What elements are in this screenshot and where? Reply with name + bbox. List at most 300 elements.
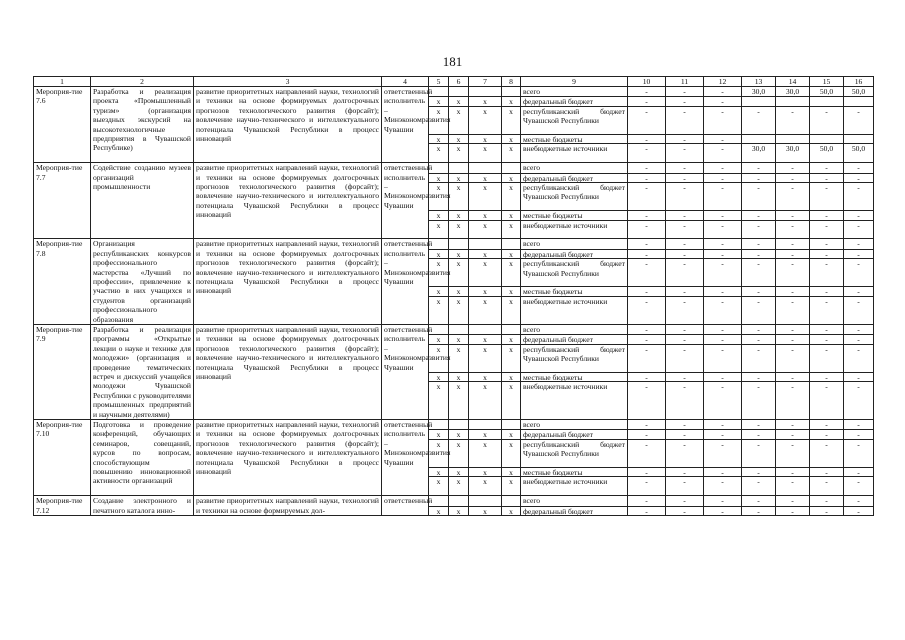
- year-value-column: [776, 239, 810, 325]
- budget-code-cell: [469, 239, 501, 248]
- year-value-column: [666, 239, 704, 325]
- budget-code-cell: [469, 163, 501, 172]
- column-number-row: [34, 77, 874, 87]
- year-value-cell: -: [825, 420, 828, 430]
- year-value-cell: -: [844, 173, 873, 182]
- budget-code-cell: x: [449, 439, 468, 467]
- funding-source-cell: республиканский бюджет Чувашской Республики: [521, 182, 627, 210]
- column-number: 7: [469, 77, 502, 87]
- funding-source-column: [521, 239, 628, 325]
- funding-source-cell: местные бюджеты: [521, 286, 627, 295]
- measure-name: [91, 420, 194, 496]
- year-value-cell: -: [791, 420, 794, 430]
- funding-source-cell: республиканский бюджет Чувашской Республики: [521, 439, 627, 467]
- budget-code-cell: [469, 496, 501, 505]
- year-value-cell: -: [810, 476, 843, 495]
- budget-code-cell: x: [502, 344, 520, 372]
- budget-code-cell: x: [429, 467, 448, 476]
- year-value-cell: -: [825, 324, 828, 334]
- measure-row: [34, 420, 874, 496]
- year-value-cell: -: [810, 439, 843, 467]
- year-value-column: [776, 420, 810, 496]
- year-value-column: [776, 163, 810, 239]
- year-value-cell: -: [844, 220, 873, 239]
- budget-code-cell: x: [429, 173, 448, 182]
- year-value-cell: -: [742, 506, 775, 515]
- column-number: 10: [628, 77, 666, 87]
- budget-code-cell: [449, 325, 468, 334]
- budget-code-cell: x: [469, 286, 501, 295]
- year-value-column: [776, 496, 810, 516]
- year-value-cell: -: [810, 506, 843, 515]
- budget-code-cell: [502, 325, 520, 334]
- measure-goal-text: развитие приоритетных направлений науки, технологий и техники на основе формируемых долгосрочных прогнозов технологического развития (форсайт); вовлечение научно-технического и интеллектуального потенциала Чувашской Республики в процесс инноваций: [196, 324, 379, 381]
- year-value-cell: -: [683, 420, 686, 430]
- budget-code-column: [429, 163, 449, 239]
- budget-code-cell: x: [502, 296, 520, 315]
- year-value-column: [810, 324, 844, 419]
- year-value-cell: [742, 134, 775, 143]
- funding-source-cell: федеральный бюджет: [521, 429, 627, 438]
- year-value-cell: -: [704, 249, 741, 258]
- year-value-column: [704, 163, 742, 239]
- year-value-column: [704, 420, 742, 496]
- year-value-cell: -: [776, 467, 809, 476]
- year-value-cell: -: [628, 106, 665, 134]
- year-value-cell: -: [628, 173, 665, 182]
- year-value-column: [704, 324, 742, 419]
- year-value-cell: -: [844, 467, 873, 476]
- year-value-cell: -: [776, 258, 809, 286]
- year-value-cell: -: [666, 210, 703, 219]
- year-value-column: [844, 239, 874, 325]
- funding-source-cell: республиканский бюджет Чувашской Республики: [521, 106, 627, 134]
- year-value-column: [810, 420, 844, 496]
- budget-code-cell: x: [429, 381, 448, 400]
- year-value-column: [666, 324, 704, 419]
- budget-code-cell: x: [449, 220, 468, 239]
- measure-row: [34, 163, 874, 239]
- budget-code-cell: x: [449, 296, 468, 315]
- year-value-cell: -: [810, 429, 843, 438]
- budget-code-cell: x: [429, 258, 448, 286]
- year-value-cell: -: [628, 220, 665, 239]
- budget-code-cell: x: [469, 344, 501, 372]
- year-value-column: [810, 496, 844, 516]
- budget-code-cell: x: [502, 106, 520, 134]
- budget-code-cell: x: [449, 258, 468, 286]
- year-value-cell: -: [666, 173, 703, 182]
- funding-source-cell: республиканский бюджет Чувашской Республики: [521, 258, 627, 286]
- year-value-cell: -: [666, 372, 703, 381]
- funding-source-cell: федеральный бюджет: [521, 334, 627, 343]
- budget-code-column: [449, 420, 469, 496]
- measure-code-text: Мероприя-тие 7.6: [36, 87, 83, 106]
- budget-code-cell: x: [429, 286, 448, 295]
- year-value-column: [844, 87, 874, 163]
- budget-code-cell: x: [429, 429, 448, 438]
- year-value-cell: 30,0: [785, 87, 800, 96]
- year-value-cell: -: [666, 467, 703, 476]
- year-value-cell: -: [666, 296, 703, 315]
- year-value-cell: -: [721, 496, 724, 506]
- year-value-cell: -: [683, 87, 686, 96]
- year-value-cell: -: [857, 163, 860, 173]
- measure-row: [34, 239, 874, 325]
- funding-source-column: [521, 324, 628, 419]
- year-value-cell: -: [844, 381, 873, 400]
- year-value-cell: -: [704, 106, 741, 134]
- year-value-cell: -: [857, 239, 860, 249]
- measure-code-text: Мероприя-тие 7.9: [36, 324, 83, 344]
- measure-name: [91, 239, 194, 325]
- budget-code-column: [449, 496, 469, 516]
- year-value-cell: -: [825, 496, 828, 506]
- year-value-cell: -: [628, 344, 665, 372]
- year-value-column: [776, 87, 810, 163]
- year-value-cell: -: [791, 163, 794, 173]
- budget-code-cell: [429, 239, 448, 248]
- measure-name: [91, 496, 194, 516]
- year-value-cell: [742, 96, 775, 105]
- year-value-cell: -: [844, 106, 873, 134]
- funding-source-column: [521, 496, 628, 516]
- year-value-cell: -: [628, 258, 665, 286]
- year-value-cell: -: [776, 476, 809, 495]
- year-value-cell: -: [757, 239, 760, 249]
- budget-code-cell: x: [502, 467, 520, 476]
- year-value-cell: -: [844, 506, 873, 515]
- year-value-column: [742, 324, 776, 419]
- year-value-cell: -: [721, 239, 724, 249]
- year-value-cell: -: [704, 381, 741, 400]
- budget-code-column: [449, 324, 469, 419]
- budget-code-cell: x: [449, 106, 468, 134]
- funding-source-cell: местные бюджеты: [521, 372, 627, 381]
- budget-code-cell: [449, 163, 468, 172]
- year-value-cell: [810, 134, 843, 143]
- budget-code-cell: x: [502, 476, 520, 495]
- budget-code-cell: x: [502, 210, 520, 219]
- measure-goal: [194, 420, 382, 496]
- year-value-column: [666, 163, 704, 239]
- budget-code-cell: x: [429, 249, 448, 258]
- measure-name: [91, 324, 194, 419]
- year-value-cell: -: [628, 439, 665, 467]
- year-value-cell: -: [844, 334, 873, 343]
- budget-code-cell: x: [449, 96, 468, 105]
- column-number: 15: [810, 77, 844, 87]
- budget-code-cell: x: [449, 381, 468, 400]
- year-value-cell: -: [666, 220, 703, 239]
- budget-code-cell: x: [469, 143, 501, 162]
- measure-code-text: Мероприя-тие 7.12: [36, 496, 83, 515]
- budget-code-column: [469, 420, 502, 496]
- budget-code-cell: x: [502, 429, 520, 438]
- budget-code-column: [449, 163, 469, 239]
- year-value-cell: -: [844, 258, 873, 286]
- year-value-column: [628, 324, 666, 419]
- year-value-cell: -: [810, 106, 843, 134]
- year-value-column: [810, 163, 844, 239]
- measure-executor-text: ответственный: [384, 496, 433, 506]
- year-value-cell: -: [742, 296, 775, 315]
- year-value-cell: -: [645, 239, 648, 249]
- budget-code-cell: x: [449, 344, 468, 372]
- year-value-column: [742, 496, 776, 516]
- measure-goal-text: развитие приоритетных направлений науки, технологий и техники на основе формируемых долгосрочных прогнозов технологического развития (форсайт); вовлечение научно-технического и интеллектуального потенциала Чувашской Республики в процесс инноваций: [196, 420, 379, 477]
- measure-name-text: Подготовка и проведение конференций, обучающих семинаров, совещаний, курсов по вопросам, способствующим повышению инновационной активности организаций: [93, 420, 191, 486]
- budget-code-cell: x: [449, 143, 468, 162]
- year-value-cell: -: [666, 439, 703, 467]
- year-value-cell: -: [844, 439, 873, 467]
- year-value-column: [742, 163, 776, 239]
- budget-code-cell: x: [502, 286, 520, 295]
- measure-name-text: Разработка и реализация программы «Открытые лекции о науке и технике для молодежи» (организация и проведение тематических встреч и дискуссий учащейся молодежи Чувашской Республики с руководителями промышленных предприятий и научными деятелями): [93, 324, 191, 419]
- year-value-cell: -: [704, 334, 741, 343]
- budget-code-cell: [429, 87, 448, 96]
- budget-code-cell: x: [449, 286, 468, 295]
- measure-executor: [382, 87, 451, 163]
- year-value-cell: -: [666, 134, 703, 143]
- budget-code-column: [429, 496, 449, 516]
- budget-code-cell: x: [449, 429, 468, 438]
- budget-code-column: [469, 324, 502, 419]
- funding-source-column: [521, 163, 628, 239]
- year-value-cell: -: [742, 258, 775, 286]
- year-value-cell: -: [742, 334, 775, 343]
- budget-code-cell: x: [429, 334, 448, 343]
- budget-code-cell: x: [449, 506, 468, 515]
- year-value-cell: -: [742, 286, 775, 295]
- year-value-cell: 50,0: [844, 143, 873, 162]
- budget-code-cell: x: [449, 476, 468, 495]
- measure-goal-text: развитие приоритетных направлений науки, технологий и техники на основе формируемых долгосрочных прогнозов технологического развития (форсайт); вовлечение научно-технического и интеллектуального потенциала Чувашской Республики в процесс инноваций: [196, 163, 379, 220]
- year-value-cell: -: [666, 258, 703, 286]
- year-value-cell: -: [704, 182, 741, 210]
- budget-code-cell: x: [449, 210, 468, 219]
- budget-code-cell: x: [469, 220, 501, 239]
- year-value-cell: -: [844, 296, 873, 315]
- budget-code-cell: [469, 325, 501, 334]
- budget-code-cell: x: [429, 296, 448, 315]
- measure-executor: [382, 239, 451, 325]
- measure-code: [34, 163, 91, 239]
- year-value-cell: -: [776, 439, 809, 467]
- year-value-cell: -: [666, 143, 703, 162]
- budget-code-cell: [502, 420, 520, 429]
- measure-goal-text: развитие приоритетных направлений науки, технологий и техники на основе формируемых долгосрочных прогнозов технологического развития (форсайт); вовлечение научно-технического и интеллектуального потенциала Чувашской Республики в процесс инноваций: [196, 87, 379, 144]
- year-value-cell: -: [810, 249, 843, 258]
- budget-code-cell: x: [429, 106, 448, 134]
- year-value-cell: -: [742, 344, 775, 372]
- year-value-cell: -: [857, 324, 860, 334]
- year-value-cell: -: [776, 372, 809, 381]
- budget-code-cell: [469, 87, 501, 96]
- year-value-column: [844, 496, 874, 516]
- measure-executor: [382, 420, 451, 496]
- year-value-cell: -: [825, 163, 828, 173]
- year-value-cell: -: [721, 163, 724, 173]
- year-value-column: [776, 324, 810, 419]
- year-value-cell: -: [757, 496, 760, 506]
- year-value-cell: -: [810, 173, 843, 182]
- budget-code-cell: x: [502, 372, 520, 381]
- budget-code-cell: x: [502, 134, 520, 143]
- budget-code-column: [502, 239, 521, 325]
- budget-code-cell: [449, 239, 468, 248]
- year-value-column: [628, 496, 666, 516]
- year-value-cell: -: [857, 496, 860, 506]
- year-value-cell: 50,0: [810, 143, 843, 162]
- year-value-column: [844, 163, 874, 239]
- column-number: 2: [91, 77, 194, 87]
- funding-source-cell: местные бюджеты: [521, 210, 627, 219]
- year-value-cell: [776, 134, 809, 143]
- year-value-cell: 50,0: [819, 87, 834, 96]
- budget-code-cell: x: [469, 467, 501, 476]
- budget-code-cell: x: [469, 372, 501, 381]
- year-value-cell: -: [844, 429, 873, 438]
- year-value-cell: -: [645, 87, 648, 96]
- budget-code-cell: x: [502, 96, 520, 105]
- funding-source-cell: местные бюджеты: [521, 467, 627, 476]
- year-value-cell: -: [704, 344, 741, 372]
- year-value-cell: -: [791, 239, 794, 249]
- budget-code-cell: x: [449, 372, 468, 381]
- budget-code-cell: x: [429, 439, 448, 467]
- budget-code-cell: [429, 420, 448, 429]
- budget-code-cell: x: [502, 439, 520, 467]
- measure-code: [34, 324, 91, 419]
- budget-code-column: [469, 496, 502, 516]
- year-value-cell: -: [742, 249, 775, 258]
- funding-source-cell: федеральный бюджет: [521, 249, 627, 258]
- budget-code-cell: [469, 420, 501, 429]
- year-value-cell: -: [628, 429, 665, 438]
- year-value-cell: -: [810, 381, 843, 400]
- budget-code-cell: x: [449, 173, 468, 182]
- measure-executor-text: ответственный исполнитель – Минэкономразвития Чувашии: [384, 324, 451, 372]
- year-value-cell: -: [810, 372, 843, 381]
- year-value-cell: -: [776, 344, 809, 372]
- column-number: 8: [502, 77, 521, 87]
- year-value-cell: -: [810, 258, 843, 286]
- year-value-cell: -: [742, 381, 775, 400]
- year-value-cell: -: [844, 344, 873, 372]
- year-value-cell: -: [628, 286, 665, 295]
- budget-code-cell: [429, 163, 448, 172]
- budget-code-cell: [502, 163, 520, 172]
- measure-goal: [194, 163, 382, 239]
- measure-code: [34, 496, 91, 516]
- year-value-cell: -: [742, 476, 775, 495]
- year-value-cell: -: [704, 134, 741, 143]
- year-value-cell: -: [742, 220, 775, 239]
- budget-code-cell: x: [449, 249, 468, 258]
- year-value-cell: -: [628, 506, 665, 515]
- year-value-cell: [810, 96, 843, 105]
- measure-code-text: Мероприя-тие 7.8: [36, 239, 83, 258]
- year-value-cell: [844, 96, 873, 105]
- budget-code-cell: x: [449, 182, 468, 210]
- year-value-cell: -: [810, 210, 843, 219]
- year-value-cell: -: [742, 467, 775, 476]
- year-value-cell: 50,0: [851, 87, 866, 96]
- funding-source-cell: всего: [523, 87, 541, 96]
- budget-code-cell: x: [429, 143, 448, 162]
- year-value-cell: -: [844, 182, 873, 210]
- measure-executor-text: ответственный исполнитель – Минэкономразвития Чувашии: [384, 420, 451, 467]
- year-value-cell: -: [844, 249, 873, 258]
- year-value-cell: -: [776, 381, 809, 400]
- column-number: 13: [742, 77, 776, 87]
- budget-code-cell: x: [502, 506, 520, 515]
- budget-code-cell: x: [449, 467, 468, 476]
- year-value-cell: -: [666, 429, 703, 438]
- budget-code-cell: x: [502, 249, 520, 258]
- budget-code-cell: x: [429, 344, 448, 372]
- year-value-cell: -: [666, 476, 703, 495]
- budget-code-column: [449, 239, 469, 325]
- measure-row: [34, 87, 874, 163]
- year-value-cell: -: [776, 296, 809, 315]
- year-value-cell: -: [666, 344, 703, 372]
- year-value-cell: -: [742, 372, 775, 381]
- funding-source-cell: федеральный бюджет: [521, 506, 627, 515]
- budget-code-cell: [502, 496, 520, 505]
- measure-goal: [194, 324, 382, 419]
- year-value-column: [704, 239, 742, 325]
- year-value-cell: -: [776, 210, 809, 219]
- funding-source-cell: внебюджетные источники: [521, 381, 627, 400]
- measure-code: [34, 87, 91, 163]
- measure-goal: [194, 87, 382, 163]
- measure-code: [34, 239, 91, 325]
- budget-code-cell: x: [469, 106, 501, 134]
- budget-code-cell: x: [429, 96, 448, 105]
- funding-source-cell: федеральный бюджет: [521, 173, 627, 182]
- year-value-column: [704, 87, 742, 163]
- measure-goal: [194, 239, 382, 325]
- year-value-column: [742, 420, 776, 496]
- measure-goal-text: развитие приоритетных направлений науки, технологий и техники на основе формируемых долгосрочных прогнозов технологического развития (форсайт); вовлечение научно-технического и интеллектуального потенциала Чувашской Республики в процесс инноваций: [196, 239, 379, 296]
- budget-code-cell: x: [449, 134, 468, 143]
- funding-source-column: [521, 420, 628, 496]
- budget-code-cell: x: [469, 134, 501, 143]
- budget-code-cell: x: [469, 439, 501, 467]
- budget-code-cell: [429, 325, 448, 334]
- measure-code: [34, 420, 91, 496]
- budget-code-cell: x: [469, 182, 501, 210]
- budget-code-column: [429, 324, 449, 419]
- budget-code-cell: x: [469, 210, 501, 219]
- year-value-cell: -: [683, 496, 686, 506]
- year-value-cell: -: [704, 476, 741, 495]
- year-value-cell: -: [776, 173, 809, 182]
- year-value-cell: -: [776, 286, 809, 295]
- year-value-cell: -: [776, 506, 809, 515]
- year-value-cell: -: [666, 286, 703, 295]
- funding-source-cell: внебюджетные источники: [521, 476, 627, 495]
- year-value-cell: -: [810, 467, 843, 476]
- year-value-cell: -: [628, 143, 665, 162]
- measure-name: [91, 163, 194, 239]
- budget-code-cell: x: [469, 258, 501, 286]
- year-value-cell: -: [666, 249, 703, 258]
- budget-code-cell: x: [449, 334, 468, 343]
- funding-source-cell: всего: [523, 163, 541, 173]
